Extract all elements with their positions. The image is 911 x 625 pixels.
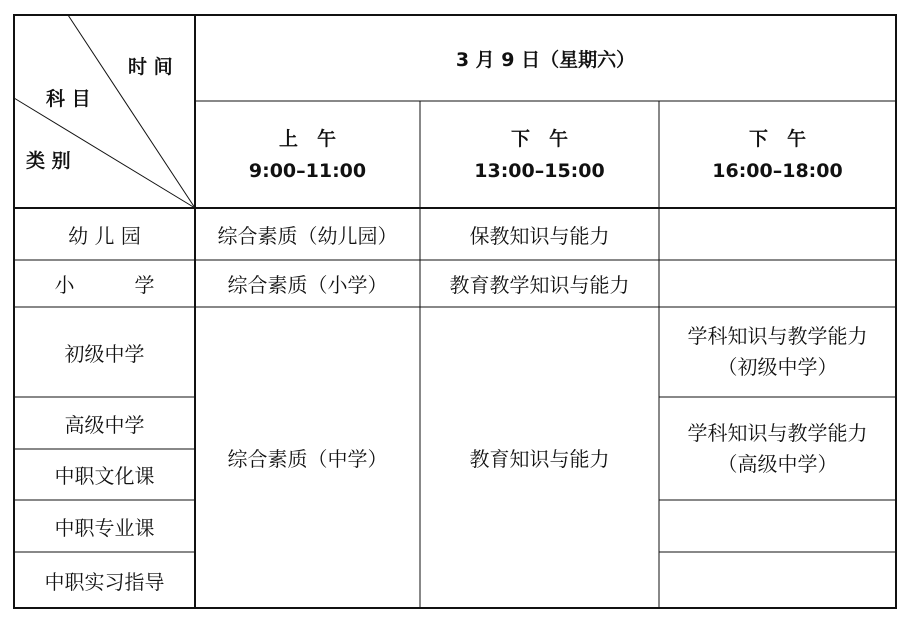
session-label: 下 午: [510, 127, 568, 150]
exam-primary-afternoon-1: 教育教学知识与能力: [449, 273, 630, 297]
session-header-morning: [195, 101, 420, 208]
category-kindergarten: 幼 儿 园: [68, 223, 141, 248]
exam-junior-middle-afternoon-2: 学科知识与教学能力 （初级中学）: [687, 324, 868, 379]
category-vocational-internship: 中职实习指导: [44, 569, 165, 594]
category-senior-middle: 高级中学: [64, 412, 145, 437]
session-label: 下 午: [748, 127, 806, 150]
exam-kindergarten-morning: 综合素质（幼儿园）: [217, 223, 398, 248]
category-junior-middle: 初级中学: [64, 341, 145, 366]
session-time: 9:00–11:00: [248, 159, 367, 182]
category-vocational-professional: 中职专业课: [54, 515, 155, 540]
session-header-afternoon-1: [420, 101, 659, 208]
exam-kindergarten-afternoon-1: 保教知识与能力: [469, 223, 610, 248]
exam-middle-morning: 综合素质（中学）: [227, 447, 388, 471]
corner-time-label: 时 间: [128, 56, 173, 78]
corner-subject-label: 科 目: [46, 88, 91, 110]
exam-primary-morning: 综合素质（小学）: [227, 273, 388, 297]
session-label: 上 午: [278, 127, 336, 150]
category-vocational-culture: 中职文化课: [54, 464, 155, 488]
exam-date-header: [195, 15, 896, 101]
exam-date: 3 月 9 日（星期六）: [455, 48, 636, 71]
session-time: 13:00–15:00: [474, 159, 605, 182]
category-primary: 小 学: [54, 273, 155, 297]
exam-senior-middle-afternoon-2: 学科知识与教学能力 （高级中学）: [687, 420, 868, 476]
session-header-afternoon-2: [659, 101, 896, 208]
corner-category-label: 类 别: [26, 150, 71, 172]
exam-middle-afternoon-1: 教育知识与能力: [469, 447, 610, 471]
session-time: 16:00–18:00: [712, 159, 843, 182]
